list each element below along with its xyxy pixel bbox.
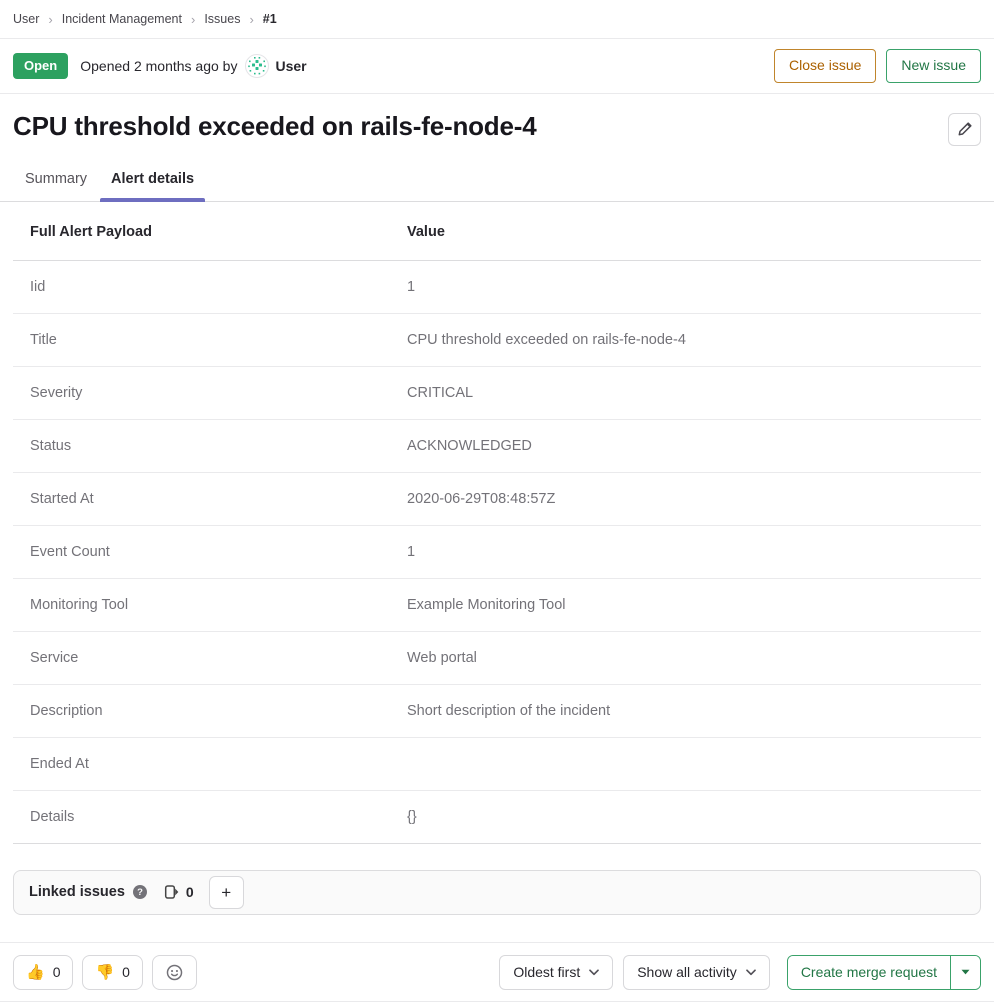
alert-payload-table — [13, 202, 981, 844]
table-header-row — [13, 202, 981, 261]
status-badge: Open — [13, 53, 68, 79]
breadcrumb-user[interactable]: User — [13, 12, 40, 26]
field-value — [407, 737, 981, 790]
issues-icon — [164, 884, 180, 900]
tab-summary[interactable]: Summary — [25, 170, 88, 187]
chevron-right-icon: › — [249, 11, 254, 27]
opened-text: Opened 2 months ago by — [80, 57, 238, 74]
field-label: Details — [13, 790, 407, 843]
table-row — [13, 260, 981, 313]
field-label: Description — [13, 684, 407, 737]
chevron-down-icon — [589, 969, 599, 976]
activity-filter-label: Show all activity — [637, 964, 737, 980]
linked-issues-title: Linked issues — [29, 884, 125, 900]
table-row — [13, 578, 981, 631]
table-row — [13, 737, 981, 790]
thumbs-up-button[interactable] — [13, 955, 73, 990]
add-emoji-button[interactable] — [152, 955, 197, 990]
author-name[interactable]: User — [275, 57, 307, 74]
thumbs-down-button[interactable] — [82, 955, 142, 990]
activity-controls — [499, 955, 981, 990]
identicon-image — [246, 55, 268, 77]
field-value: CPU threshold exceeded on rails-fe-node-4 — [407, 313, 981, 366]
field-label: Event Count — [13, 525, 407, 578]
column-header-field: Full Alert Payload — [13, 202, 407, 261]
field-value: CRITICAL — [407, 366, 981, 419]
table-row — [13, 684, 981, 737]
help-icon[interactable] — [133, 885, 147, 899]
table-row — [13, 631, 981, 684]
breadcrumb-issue-number: #1 — [262, 12, 277, 26]
field-value: 1 — [407, 260, 981, 313]
field-label: Ended At — [13, 737, 407, 790]
sort-dropdown-label: Oldest first — [513, 964, 581, 980]
smiley-icon — [166, 964, 183, 981]
add-linked-issue-button[interactable]: + — [209, 876, 244, 909]
sort-dropdown[interactable] — [499, 955, 613, 990]
title-row — [0, 94, 994, 150]
column-header-value: Value — [407, 202, 981, 261]
field-value: Example Monitoring Tool — [407, 578, 981, 631]
field-value: ACKNOWLEDGED — [407, 419, 981, 472]
table-row — [13, 366, 981, 419]
field-label: Severity — [13, 366, 407, 419]
field-value: {} — [407, 790, 981, 843]
thumbs-up-icon: 👍 — [26, 963, 45, 981]
award-emoji-group — [13, 955, 197, 990]
field-value: 1 — [407, 525, 981, 578]
edit-title-button[interactable] — [948, 113, 981, 146]
thumbs-down-count: 0 — [122, 964, 130, 980]
chevron-down-icon — [746, 969, 756, 976]
table-row — [13, 525, 981, 578]
field-value: Web portal — [407, 631, 981, 684]
new-issue-button[interactable]: New issue — [886, 49, 981, 83]
create-merge-request-button[interactable]: Create merge request — [788, 956, 950, 989]
field-value: Short description of the incident — [407, 684, 981, 737]
linked-issues-card — [13, 870, 981, 915]
caret-down-icon — [961, 969, 970, 975]
create-merge-request-dropdown-toggle[interactable] — [950, 956, 980, 989]
field-label: Started At — [13, 472, 407, 525]
issue-tabs — [0, 158, 994, 202]
field-label: Title — [13, 313, 407, 366]
breadcrumb-incident-management[interactable]: Incident Management — [61, 12, 182, 26]
page-title: CPU threshold exceeded on rails-fe-node-4 — [13, 110, 537, 141]
thumbs-down-icon: 👎 — [95, 963, 115, 981]
breadcrumb-issues[interactable]: Issues — [204, 12, 241, 26]
breadcrumb — [0, 0, 994, 39]
activity-filter-dropdown[interactable] — [623, 955, 770, 990]
create-merge-request-split-button — [787, 955, 981, 990]
linked-issues-count-value: 0 — [185, 884, 194, 900]
avatar[interactable] — [245, 54, 269, 78]
table-row — [13, 472, 981, 525]
activity-toolbar — [0, 942, 994, 1002]
table-row — [13, 790, 981, 843]
status-actions — [774, 49, 981, 83]
field-value: 2020-06-29T08:48:57Z — [407, 472, 981, 525]
pencil-icon — [957, 121, 973, 137]
chevron-right-icon: › — [48, 11, 53, 27]
field-label: Iid — [13, 260, 407, 313]
linked-issues-count — [164, 884, 194, 900]
thumbs-up-count: 0 — [52, 964, 61, 980]
svg-text:?: ? — [137, 887, 143, 899]
table-row — [13, 313, 981, 366]
tab-alert-details[interactable]: Alert details — [99, 158, 206, 201]
close-issue-button[interactable]: Close issue — [774, 49, 876, 83]
field-label: Service — [13, 631, 407, 684]
field-label: Status — [13, 419, 407, 472]
issue-status-bar — [0, 39, 994, 94]
field-label: Monitoring Tool — [13, 578, 407, 631]
chevron-right-icon: › — [190, 11, 196, 27]
table-row — [13, 419, 981, 472]
